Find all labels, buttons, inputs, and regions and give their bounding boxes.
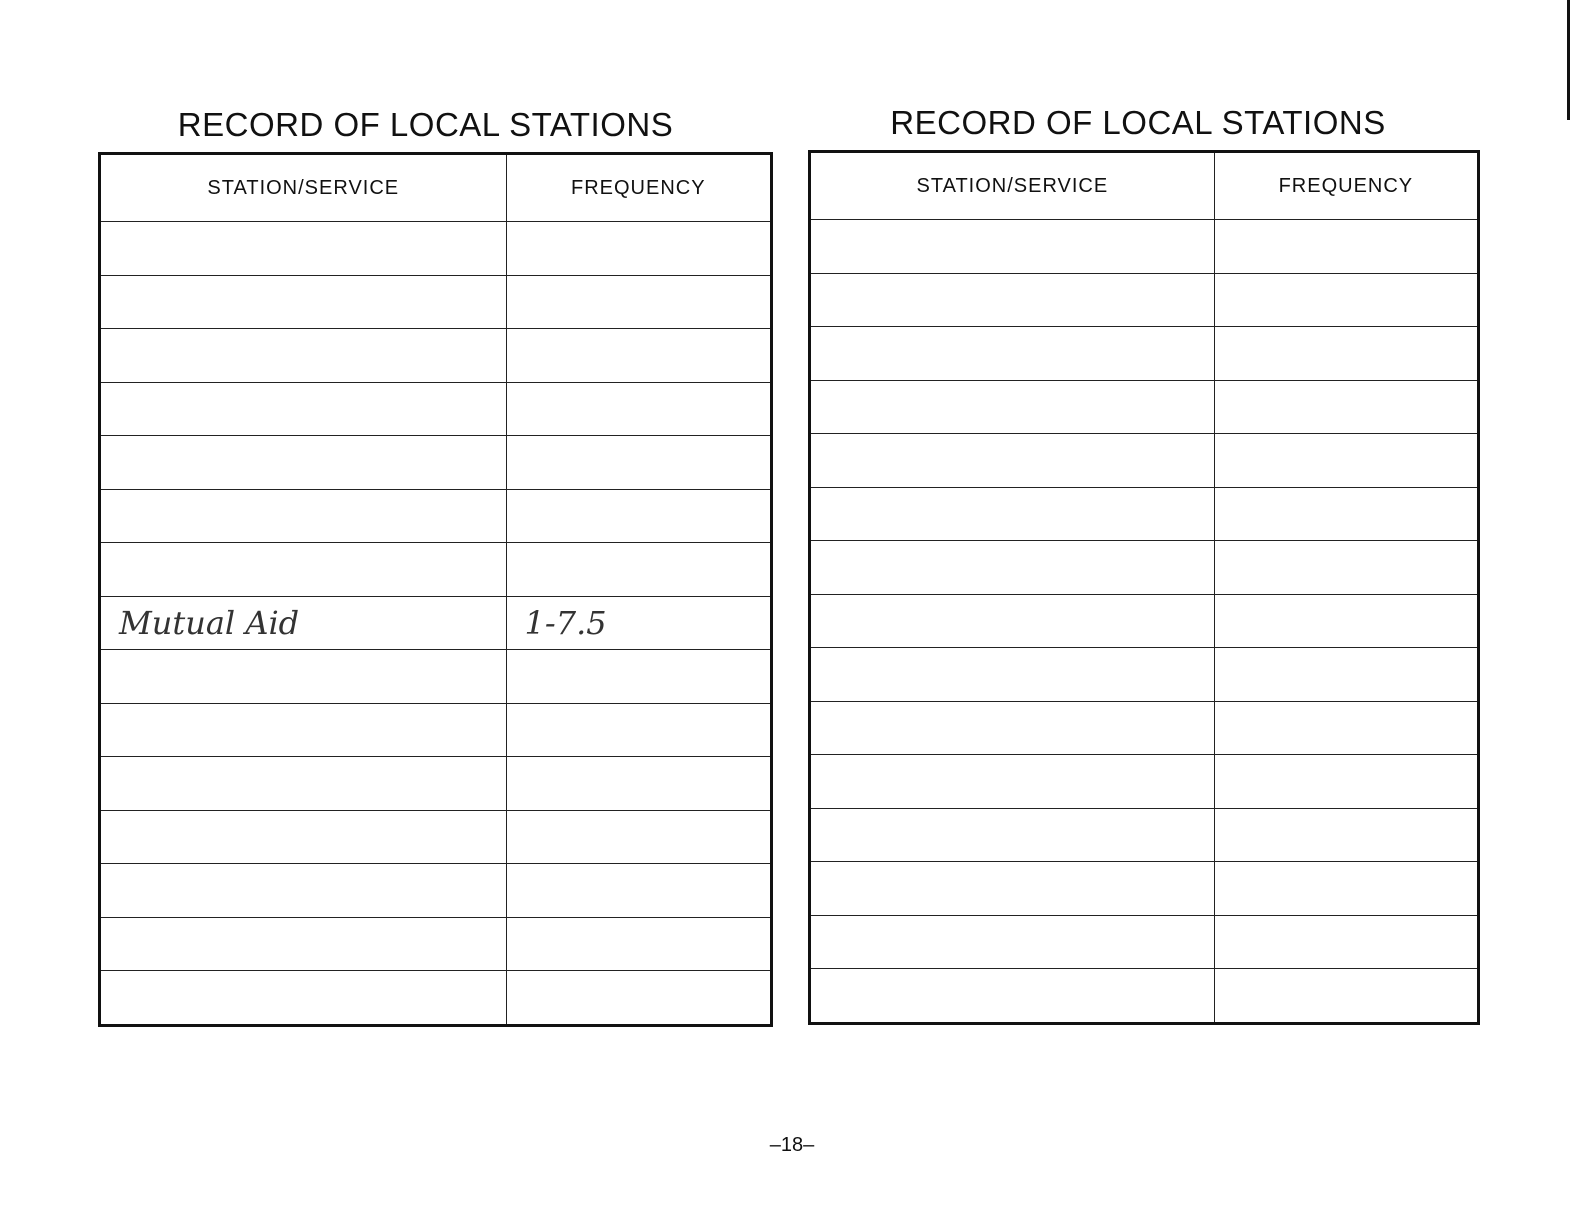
right-station-cell xyxy=(810,380,1215,434)
left-table-row xyxy=(100,543,772,597)
left-frequency-cell: 1-7.5 xyxy=(506,596,771,650)
right-station-cell xyxy=(810,434,1215,488)
right-frequency-cell xyxy=(1214,594,1478,648)
left-frequency-cell xyxy=(506,382,771,436)
left-station-cell xyxy=(100,489,507,543)
left-station-service-header: STATION/SERVICE xyxy=(100,154,507,222)
right-frequency-cell xyxy=(1214,220,1478,274)
right-table-row xyxy=(810,380,1479,434)
left-frequency-cell xyxy=(506,489,771,543)
right-table-row xyxy=(810,594,1479,648)
right-table-body xyxy=(810,220,1479,1024)
left-station-cell xyxy=(100,275,507,329)
left-station-cell xyxy=(100,436,507,490)
left-frequency-cell xyxy=(506,275,771,329)
left-frequency-header: FREQUENCY xyxy=(506,154,771,222)
left-table-row xyxy=(100,382,772,436)
right-station-table xyxy=(808,150,1480,1025)
right-table-row xyxy=(810,808,1479,862)
right-table-row xyxy=(810,969,1479,1024)
left-table-row xyxy=(100,650,772,704)
left-frequency-cell xyxy=(506,703,771,757)
right-table-row xyxy=(810,701,1479,755)
left-table-row xyxy=(100,436,772,490)
left-station-cell xyxy=(100,329,507,383)
right-table-row xyxy=(810,220,1479,274)
right-table-row xyxy=(810,648,1479,702)
right-frequency-cell xyxy=(1214,701,1478,755)
left-frequency-cell xyxy=(506,329,771,383)
right-station-cell xyxy=(810,862,1215,916)
right-table-row xyxy=(810,273,1479,327)
left-table-row xyxy=(100,489,772,543)
left-record-panel xyxy=(98,98,773,1027)
left-frequency-cell xyxy=(506,810,771,864)
left-station-table xyxy=(98,152,773,1027)
right-frequency-cell xyxy=(1214,434,1478,488)
left-station-cell xyxy=(100,543,507,597)
right-table-row xyxy=(810,541,1479,595)
left-frequency-cell xyxy=(506,436,771,490)
right-frequency-cell xyxy=(1214,808,1478,862)
left-table-row xyxy=(100,703,772,757)
right-frequency-cell xyxy=(1214,915,1478,969)
left-frequency-cell xyxy=(506,864,771,918)
left-table-body xyxy=(100,222,772,1026)
left-station-cell xyxy=(100,917,507,971)
right-frequency-cell xyxy=(1214,862,1478,916)
right-station-cell xyxy=(810,487,1215,541)
left-station-cell xyxy=(100,971,507,1026)
left-table-row xyxy=(100,917,772,971)
left-table-row xyxy=(100,971,772,1026)
left-frequency-cell xyxy=(506,650,771,704)
left-frequency-cell xyxy=(506,917,771,971)
right-frequency-cell xyxy=(1214,541,1478,595)
left-station-cell xyxy=(100,757,507,811)
right-table-header-row xyxy=(810,152,1479,220)
left-table-row xyxy=(100,329,772,383)
right-station-cell xyxy=(810,915,1215,969)
left-station-cell xyxy=(100,703,507,757)
right-table-row xyxy=(810,915,1479,969)
right-frequency-cell xyxy=(1214,380,1478,434)
left-table-header-row xyxy=(100,154,772,222)
right-station-cell xyxy=(810,648,1215,702)
right-frequency-cell xyxy=(1214,969,1478,1024)
left-station-cell xyxy=(100,382,507,436)
left-station-cell xyxy=(100,864,507,918)
left-frequency-cell xyxy=(506,543,771,597)
right-station-cell xyxy=(810,755,1215,809)
right-table-row xyxy=(810,327,1479,381)
right-station-cell xyxy=(810,808,1215,862)
right-table-row xyxy=(810,862,1479,916)
left-table-row xyxy=(100,222,772,276)
left-table-row xyxy=(100,810,772,864)
right-station-service-header: STATION/SERVICE xyxy=(810,152,1215,220)
right-station-cell xyxy=(810,969,1215,1024)
right-frequency-cell xyxy=(1214,327,1478,381)
right-table-row xyxy=(810,755,1479,809)
left-panel-title: RECORD OF LOCAL STATIONS xyxy=(177,106,674,143)
left-table-row xyxy=(100,864,772,918)
right-station-cell xyxy=(810,273,1215,327)
left-frequency-cell xyxy=(506,222,771,276)
right-frequency-cell xyxy=(1214,273,1478,327)
left-table-row xyxy=(100,596,772,650)
right-frequency-header: FREQUENCY xyxy=(1214,152,1478,220)
left-station-cell: Mutual Aid xyxy=(100,596,507,650)
right-frequency-cell xyxy=(1214,487,1478,541)
left-table-row xyxy=(100,757,772,811)
right-station-cell xyxy=(810,594,1215,648)
right-frequency-cell xyxy=(1214,648,1478,702)
right-panel-title: RECORD OF LOCAL STATIONS xyxy=(890,104,1386,141)
left-station-cell xyxy=(100,650,507,704)
left-station-cell xyxy=(100,810,507,864)
right-station-cell xyxy=(810,541,1215,595)
right-table-row xyxy=(810,434,1479,488)
page-number: –18– xyxy=(769,1134,815,1156)
left-frequency-cell xyxy=(506,757,771,811)
right-frequency-cell xyxy=(1214,755,1478,809)
left-table-row xyxy=(100,275,772,329)
right-record-panel xyxy=(808,96,1480,1025)
right-table-row xyxy=(810,487,1479,541)
left-station-cell xyxy=(100,222,507,276)
left-frequency-cell xyxy=(506,971,771,1026)
right-station-cell xyxy=(810,701,1215,755)
right-station-cell xyxy=(810,327,1215,381)
scan-edge-mark xyxy=(1567,0,1570,120)
right-station-cell xyxy=(810,220,1215,274)
